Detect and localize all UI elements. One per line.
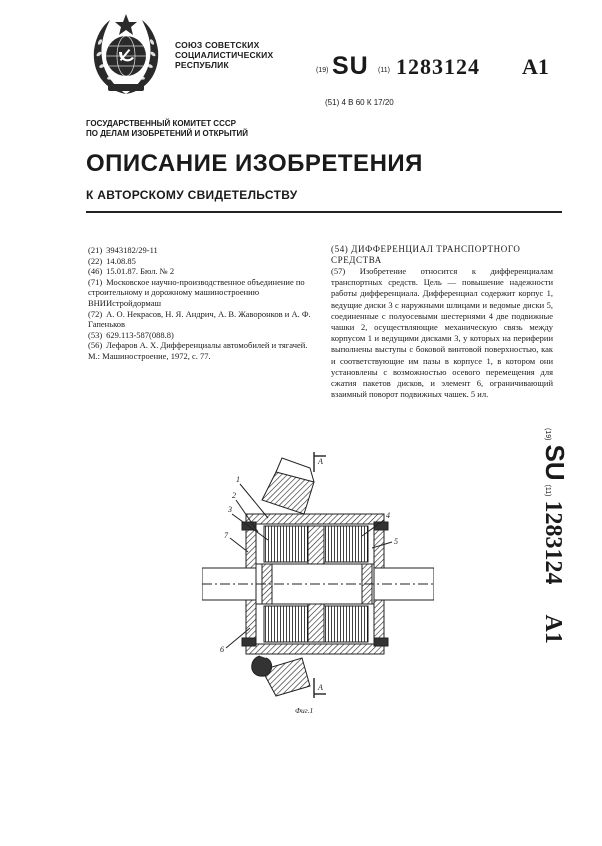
differential-drawing — [202, 452, 434, 714]
part-number: 6 — [220, 645, 224, 654]
country-code-label: (19) — [316, 67, 329, 74]
patent-kind: A1 — [522, 54, 549, 79]
biblio-entry: (56) Лефаров А. Х. Дифференциалы автомобилей и тягачей. М.: Машиностроение, 1972, с. 77. — [88, 340, 308, 361]
union-name — [175, 40, 273, 70]
bibliographic-data — [88, 245, 316, 362]
biblio-entry: (22) 14.08.85 — [88, 255, 136, 266]
union-line: СОЦИАЛИСТИЧЕСКИХ — [175, 50, 274, 60]
union-line: СОЮЗ СОВЕТСКИХ — [175, 40, 260, 50]
invention-title: (54) ДИФФЕРЕНЦИАЛ ТРАНСПОРТНОГО СРЕДСТВА — [331, 244, 521, 265]
ipc-classification — [325, 98, 394, 107]
abstract-text: (57) Изобретение относится к дифференциалам транспортных средств. Цель — повышение надежности работы дифференциала. Дифференциал содержит корпус 1, ведущие диски 3 с наружными шлицами и ведомые диски 5, соединенные с полуосевыми шестернями 4 две подвижные чашки 2, осуществляющие механическую связь между корпусом 1 и ведущими дисками 3, у которых на периферии выполнены выступы с боковой винтовой поверхностью, как и соответствующие им пазы в корпусе 1, в котором они установлены с возможностью осевого перемещения для сжатия пакетов дисков, и элемент 6, ограничивающий взаимный поворот подвижных чашек. 5 ил. — [331, 266, 553, 400]
country-code: SU — [332, 52, 369, 80]
number-code-label: (11) — [378, 67, 390, 74]
document-title: ОПИСАНИЕ ИЗОБРЕТЕНИЯ — [86, 150, 423, 177]
abstract — [331, 244, 553, 400]
biblio-entry: (46) 15.01.87. Бюл. № 2 — [88, 266, 175, 277]
part-number: 4 — [386, 511, 390, 520]
section-mark: A — [318, 457, 323, 466]
vertical-patent-number: (19)SU(11)1283124A1 — [540, 428, 570, 644]
ipc-code-label: (51) — [325, 98, 340, 107]
patent-number: 1283124 — [396, 54, 480, 79]
committee-line: ГОСУДАРСТВЕННЫЙ КОМИТЕТ СССР — [86, 119, 236, 128]
part-number: 1 — [236, 475, 240, 484]
biblio-entry: (53) 629.113-587(088.8) — [88, 329, 174, 340]
ussr-emblem-icon — [86, 12, 166, 98]
committee-line: ПО ДЕЛАМ ИЗОБРЕТЕНИЙ И ОТКРЫТИЙ — [86, 128, 249, 138]
figure-caption: Фиг.1 — [295, 706, 314, 715]
biblio-entry: (21) 3943182/29-11 — [88, 245, 158, 255]
part-number: 3 — [228, 505, 232, 514]
part-number: 7 — [224, 531, 228, 540]
divider — [86, 211, 562, 213]
biblio-entry: (72) А. О. Некрасов, Н. Я. Андрич, А. В. Жаворонков и А. Ф. Гапеньков — [88, 308, 311, 330]
document-number-block — [316, 52, 586, 82]
ipc-value: 4 В 60 К 17/20 — [341, 98, 394, 107]
part-number: 2 — [232, 491, 236, 500]
biblio-entry: (71) Московское научно-производственное объединение по строительному и дорожному машиностроению ВНИИстройдормаш — [88, 276, 305, 308]
part-number: 5 — [394, 537, 398, 546]
section-mark: A — [318, 683, 323, 692]
committee-name — [86, 119, 248, 138]
document-subtitle: К АВТОРСКОМУ СВИДЕТЕЛЬСТВУ — [86, 188, 298, 202]
union-line: РЕСПУБЛИК — [175, 60, 229, 70]
